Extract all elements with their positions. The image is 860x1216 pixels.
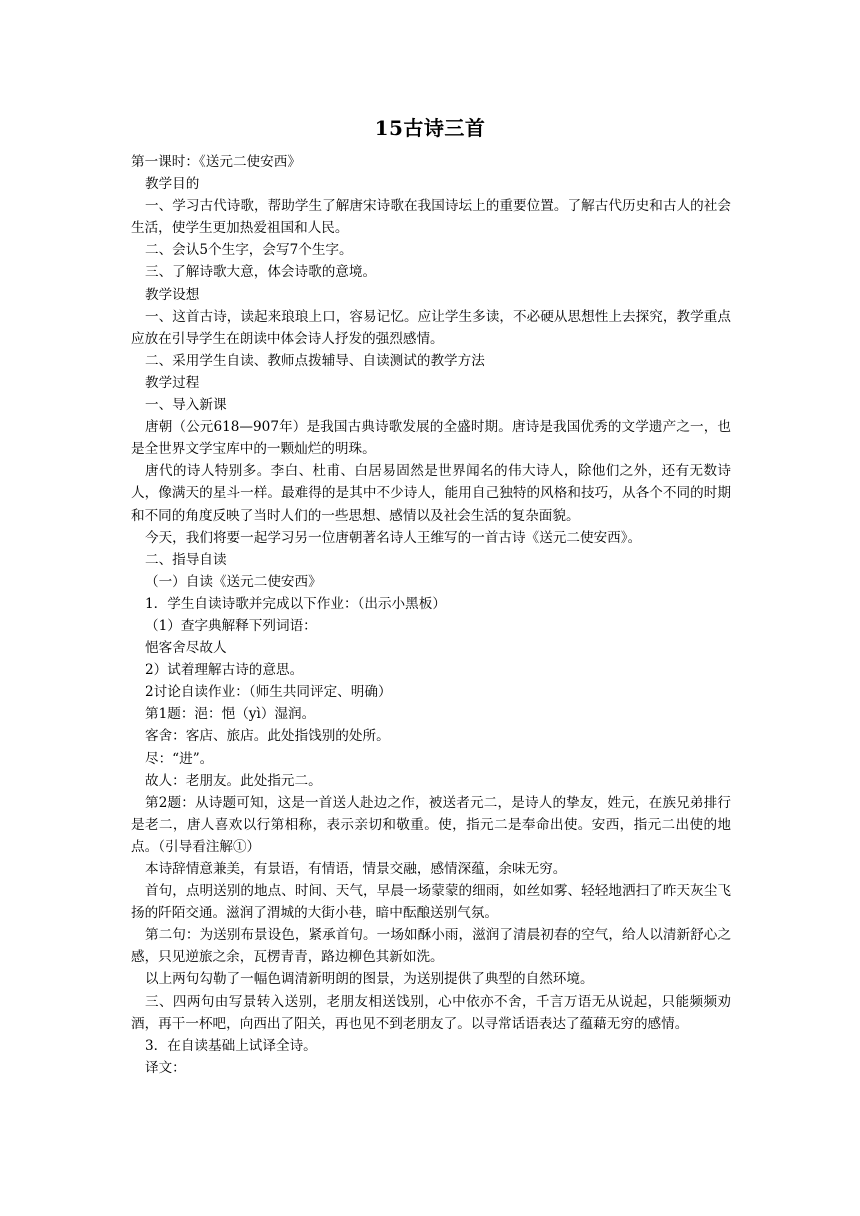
body-paragraph: 二、指导自读 <box>145 551 227 568</box>
body-paragraph: （1）查字典解释下列词语： <box>145 617 317 634</box>
body-paragraph: 教学目的 <box>145 176 200 193</box>
body-paragraph: 悒客舍尽故人 <box>145 640 227 657</box>
body-paragraph: 客舍：客店、旅店。此处指饯别的处所。 <box>145 728 390 745</box>
body-paragraph: 一、这首古诗，读起来琅琅上口，容易记忆。应让学生多读，不必硬从思想性上去探究，教学重点应放在引导学生在朗读中体会诗人抒发的强烈感情。 <box>131 308 731 347</box>
body-paragraph: 第一课时：《送元二使安西》 <box>131 154 301 170</box>
body-paragraph: 教学设想 <box>145 286 200 303</box>
body-paragraph: 唐代的诗人特别多。李白、杜甫、白居易固然是世界闻名的伟大诗人，除他们之外，还有无数诗人，像满天的星斗一样。最难得的是其中不少诗人，能用自己独特的风格和技巧，从各个不同的时期和不同的角度反映了当时人们的一些思想、感情以及社会生活的复杂面貌。 <box>131 463 731 524</box>
body-paragraph: 1．学生自读诗歌并完成以下作业：（出示小黑板） <box>145 595 446 612</box>
body-paragraph: 二、采用学生自读、教师点拨辅导、自读测试的教学方法 <box>145 352 485 369</box>
body-paragraph: 本诗辞情意兼美，有景语，有情语，情景交融，感情深蕴，余味无穷。 <box>145 861 567 877</box>
body-paragraph: 译文： <box>145 1059 186 1076</box>
body-paragraph: 第1题：浥：悒（yì）湿润。 <box>145 706 316 723</box>
body-paragraph: 第2题：从诗题可知，这是一首送人赴边之作，被送者元二，是诗人的挚友，姓元，在族兄弟排行是老二，唐人喜欢以行第相称，表示亲切和敬重。使，指元二是奉命出使。安西，指元二出使的地点。（引导看注解①） <box>131 794 731 855</box>
body-paragraph: 2讨论自读作业：（师生共同评定、明确） <box>145 684 392 701</box>
body-paragraph: 三、四两句由写景转入送别，老朋友相送饯别，心中依亦不舍，千言万语无从说起，只能频频劝酒，再干一杯吧，向西出了阳关，再也见不到老朋友了。以寻常话语表达了蕴藉无穷的感情。 <box>131 993 731 1032</box>
body-paragraph: （一）自读《送元二使安西》 <box>145 573 322 590</box>
body-paragraph: 故人：老朋友。此处指元二。 <box>145 772 322 789</box>
body-paragraph: 二、会认5个生字，会写7个生字。 <box>145 242 353 259</box>
body-paragraph: 尽：“进”。 <box>145 750 214 767</box>
body-paragraph: 三、了解诗歌大意，体会诗歌的意境。 <box>145 264 377 281</box>
body-paragraph: 以上两句勾勒了一幅色调清新明朗的图景，为送别提供了典型的自然环境。 <box>145 971 594 988</box>
body-paragraph: 一、导入新课 <box>145 397 227 414</box>
document-title: 15古诗三首 <box>374 116 486 140</box>
document-body <box>131 151 731 1079</box>
body-paragraph: 唐朝（公元618—907年）是我国古典诗歌发展的全盛时期。唐诗是我国优秀的文学遗产之一，也是全世界文学宝库中的一颗灿烂的明珠。 <box>131 419 731 458</box>
body-paragraph: 一、学习古代诗歌，帮助学生了解唐宋诗歌在我国诗坛上的重要位置。了解古代历史和古人的社会生活，使学生更加热爱祖国和人民。 <box>131 198 731 237</box>
body-paragraph: 2）试着理解古诗的意思。 <box>145 662 304 679</box>
body-paragraph: 第二句：为送别布景设色，紧承首句。一场如酥小雨，滋润了清晨初春的空气，给人以清新舒心之感，只见逆旅之余，瓦楞青青，路边柳色其新如洗。 <box>131 927 731 966</box>
body-paragraph: 首句，点明送别的地点、时间、天气，早晨一场蒙蒙的细雨，如丝如雾、轻轻地洒扫了昨天灰尘飞扬的阡陌交通。滋润了渭城的大街小巷，暗中酝酿送别气氛。 <box>131 883 731 922</box>
body-paragraph: 3．在自读基础上试译全诗。 <box>145 1037 317 1054</box>
body-paragraph: 教学过程 <box>145 374 200 391</box>
body-paragraph: 今天，我们将要一起学习另一位唐朝著名诗人王维写的一首古诗《送元二使安西》。 <box>145 529 642 546</box>
